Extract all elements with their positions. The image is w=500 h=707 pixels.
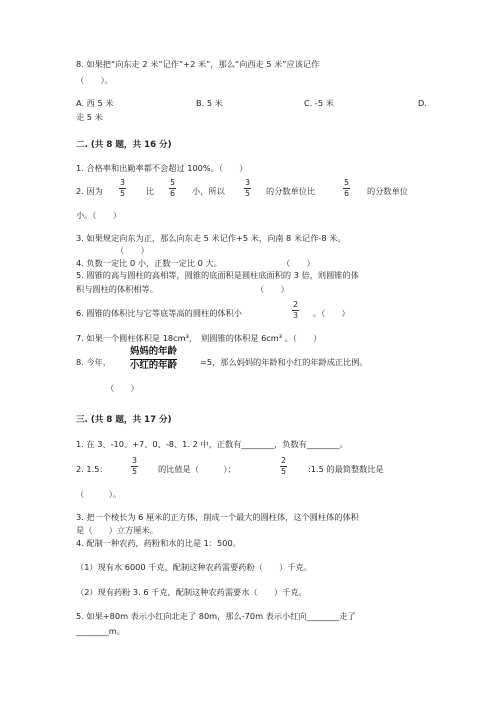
s2-q2-part-e: 的分数单位 (367, 186, 408, 196)
s3-question-3-line-1: 3. 把一个棱长为 6 厘米的正方体，削成一个最大的圆柱体，这个圆柱体的体积 (76, 512, 359, 522)
s2-q5-blank: （ ） (256, 284, 289, 294)
s2-question-1: 1. 合格率和出勤率都不会超过 100%。（ ） (76, 163, 248, 173)
choice-b: B. 5 米 (196, 98, 223, 108)
s3-q2-part-b: 的比值是（ ）； (158, 464, 236, 474)
s2-q6-fraction: 2 3 (293, 300, 298, 321)
s2-q2-line-2: 小。（ ） (76, 210, 122, 220)
s3-q2-part-a: 2. 1.5： (76, 464, 108, 474)
s3-question-4: 4. 配制一种农药，药粉和水的比是 1：500。 (76, 538, 241, 548)
s2-q2-fraction-2: 5 6 (170, 178, 175, 199)
s2-q2-fraction-1: 3 5 (120, 178, 125, 199)
s2-q8-age-ratio: 妈妈的年龄 小红的年龄 (130, 346, 177, 371)
s3-q2-fraction-1: 3 5 (132, 456, 137, 477)
s2-question-8-prefix: 8. 今年， (76, 357, 111, 367)
s2-q6-blank: 。（ ） (313, 308, 350, 318)
section-3-heading: 三. (共 8 题，共 17 分) (76, 415, 172, 425)
s2-q8-blank: （ ） (106, 383, 139, 393)
choice-d: D. (418, 98, 427, 108)
s3-question-4-part-1: （1）现有水 6000 千克，配制这种农药需要药粉（ ）千克。 (76, 562, 312, 572)
s2-q2-part-a: 2. 因为 (76, 186, 103, 196)
question-8-text: 8. 如果把“向东走 2 米”记作“+2 米”，那么“向西走 5 米”应该记作 (76, 59, 320, 69)
choice-d-overflow: 走 5 米 (76, 112, 103, 122)
s3-q2-part-c: :1.5 的最简整数比是 (308, 464, 384, 474)
s2-question-3: 3. 如果规定向东为正，那么向东走 5 米记作+5 米，向南 8 米记作-8 米。 (76, 233, 346, 243)
s2-q4-blank: （ ） (282, 258, 315, 268)
choice-c: C. -5 米 (304, 98, 334, 108)
s2-question-4: 4. 负数一定比 0 小，正数一定比 0 大。 (76, 258, 222, 268)
s3-question-5-line-2: ________m。 (76, 626, 125, 636)
s2-question-5-line-2: 积与圆柱的体积相等。 (76, 284, 158, 294)
s2-question-5-line-1: 5. 圆锥的高与圆柱的高相等，圆锥的底面积是圆柱底面积的 3 倍，则圆锥的体 (76, 270, 359, 280)
choice-a: A. 西 5 米 (76, 98, 114, 108)
s3-q2-fraction-2: 2 5 (281, 456, 286, 477)
s2-q2-part-b: 比 (146, 186, 155, 196)
s3-question-4-part-2: （2）现有药粉 3. 6 千克，配制这种农药需要水（ ）千克。 (76, 587, 307, 597)
question-8-blank: （ ）。 (76, 75, 113, 85)
s2-q2-fraction-3: 3 5 (245, 178, 250, 199)
s2-q3-blank: （ ） (116, 245, 149, 255)
section-2-heading: 二. (共 8 题，共 16 分) (76, 140, 172, 150)
s2-q2-part-d: 的分数单位比 (266, 186, 316, 196)
s2-question-6: 6. 圆锥的体积比与它等底等高的圆柱的体积小 (76, 308, 242, 318)
s3-question-3-line-2: 是（ ）立方厘米。 (76, 525, 158, 535)
s2-question-7: 7. 如果一个圆柱体积是 18cm³， 则圆锥的体积是 6cm³ 。（ ） (76, 333, 322, 343)
s3-q2-line-2: （ ）。 (76, 489, 122, 499)
s3-question-5-line-1: 5. 如果+80m 表示小红向北走了 80m，那么-70m 表示小红向________走了 (76, 611, 356, 621)
s2-question-8-suffix: =5，那么妈妈的年龄和小红的年龄成正比例。 (200, 357, 368, 367)
s3-question-1: 1. 在 3、-10、+7、0、-8、1. 2 中，正数有________，负数有________。 (76, 439, 348, 449)
s2-q2-part-c: 小，所以 (192, 186, 225, 196)
s2-q2-fraction-4: 5 6 (344, 178, 349, 199)
